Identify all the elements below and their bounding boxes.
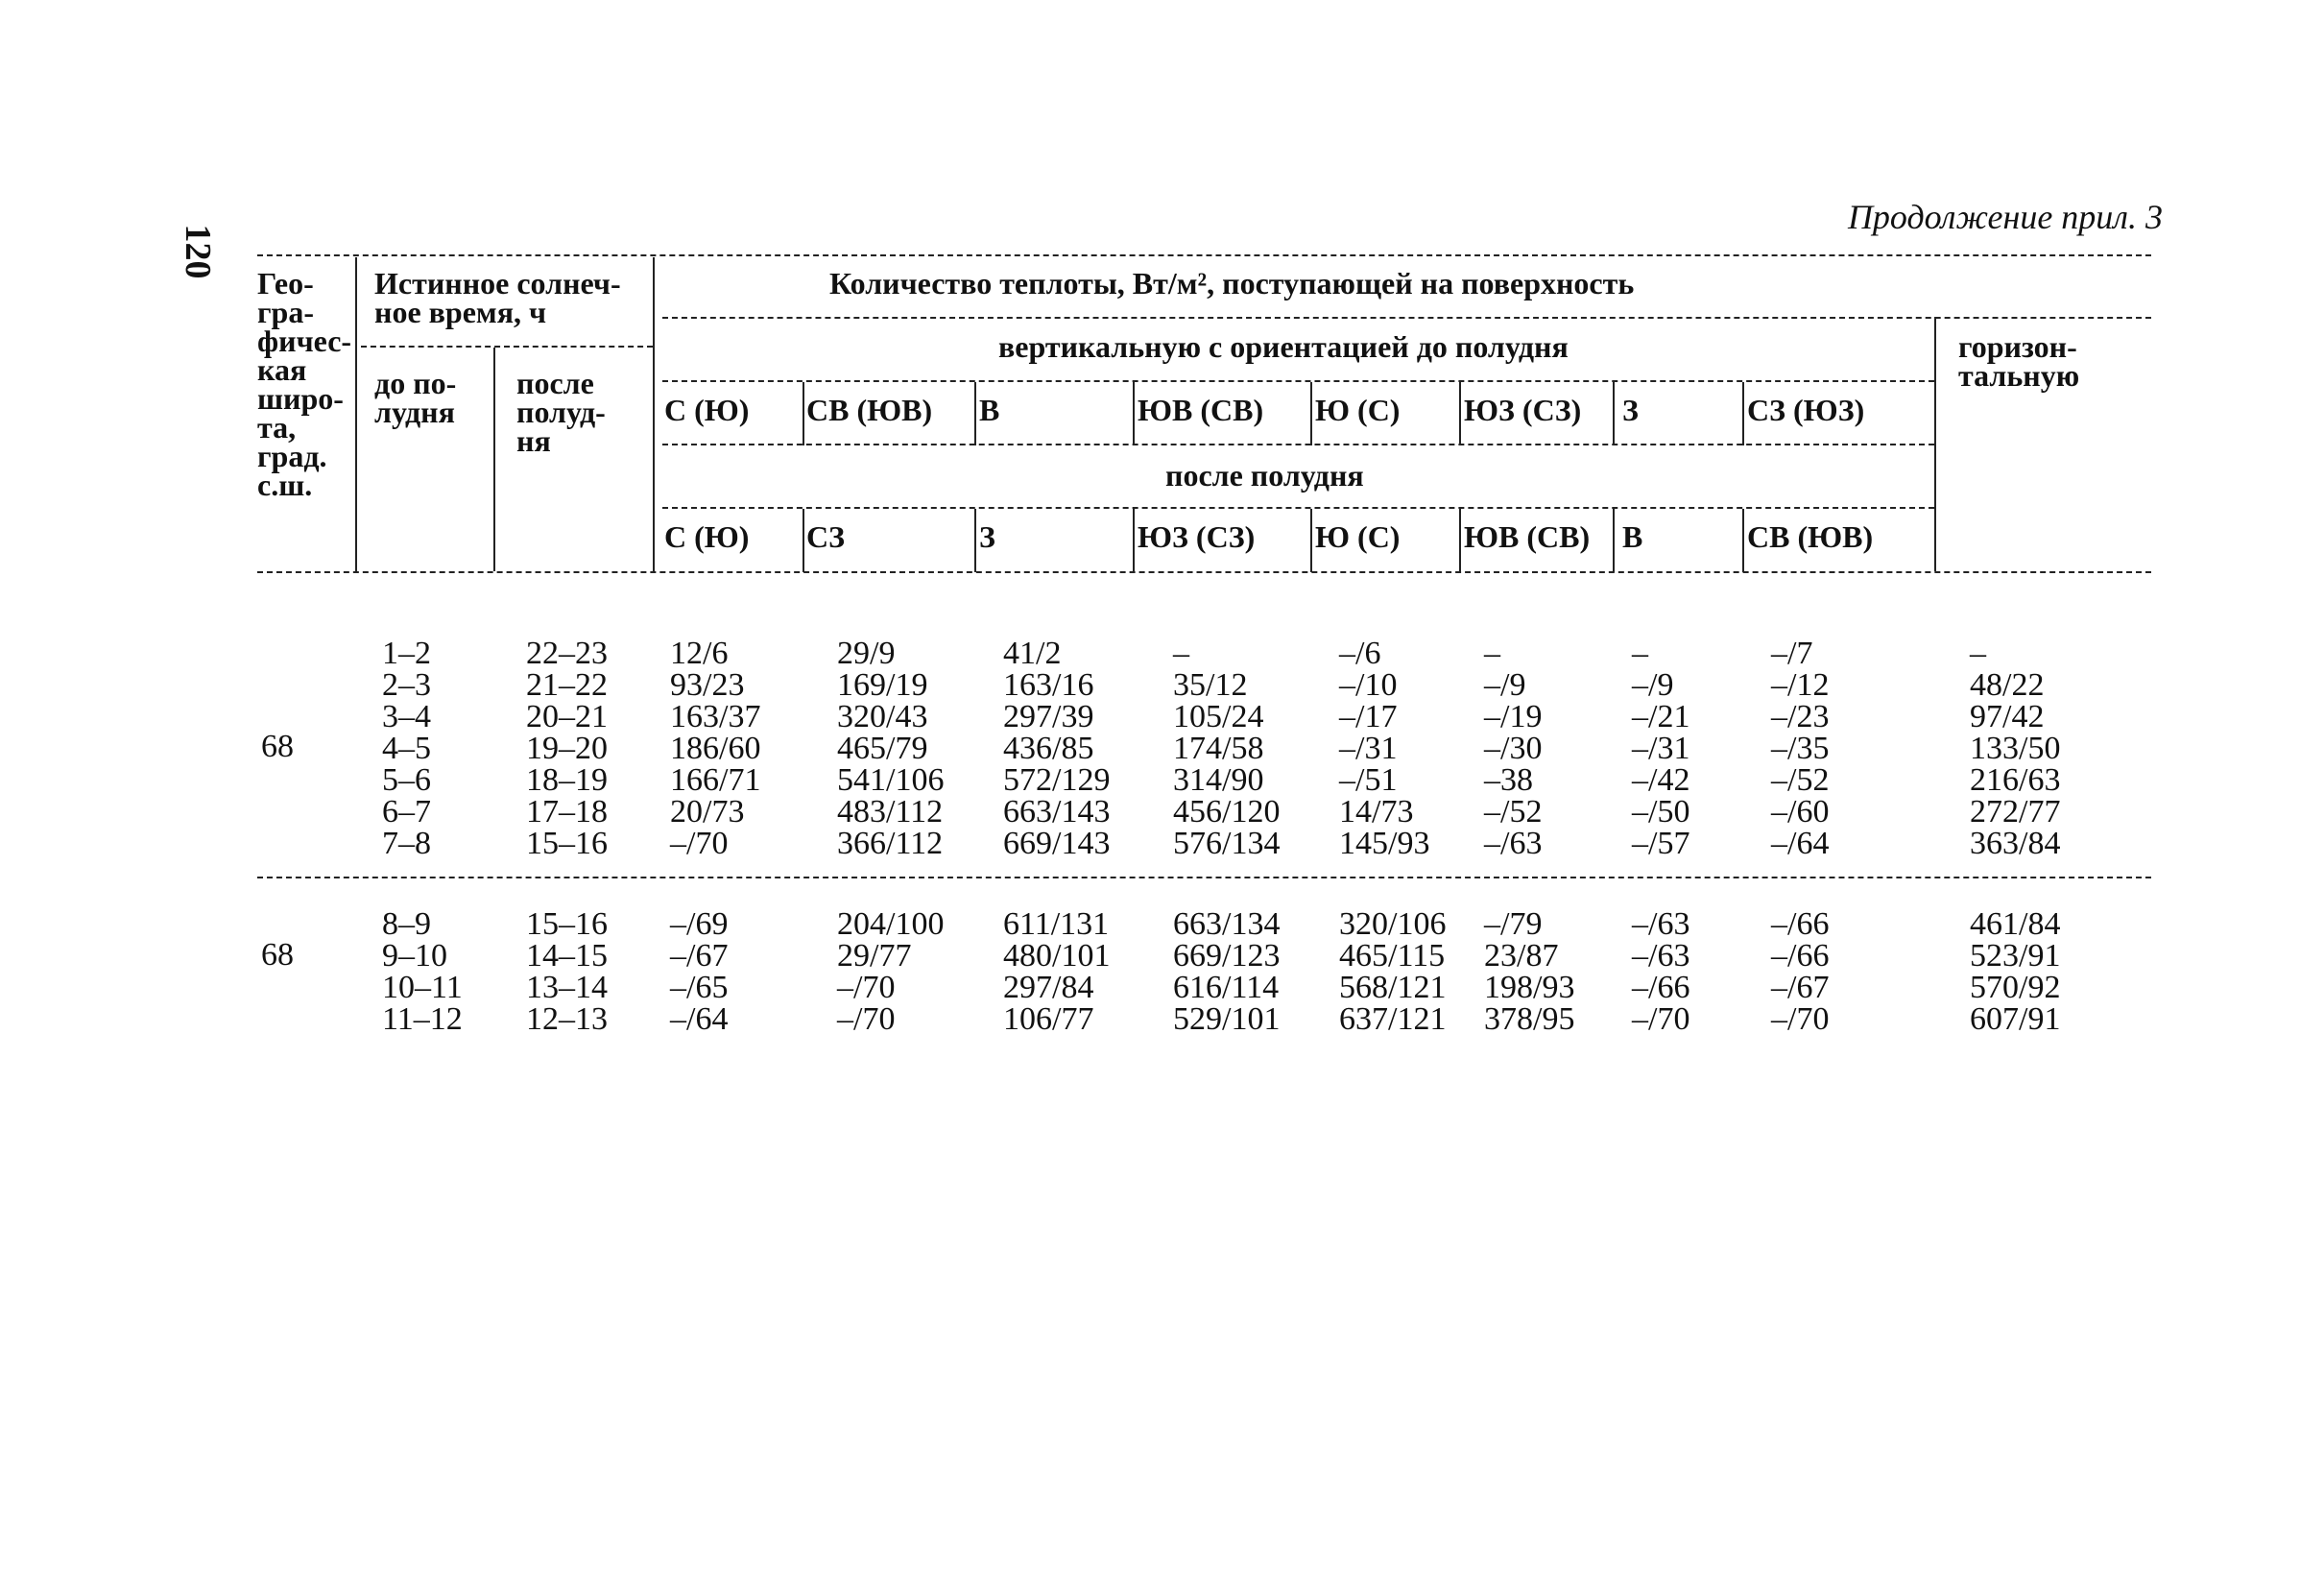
table-column: [1484, 637, 1542, 859]
table-cell: –/70: [837, 1001, 896, 1037]
table-column: [382, 908, 463, 1035]
table-cell: –/64: [1771, 826, 1830, 861]
table-cell: 663/143: [1003, 794, 1111, 830]
table-cell: –/10: [1339, 667, 1398, 703]
table-cell: 163/37: [670, 699, 761, 734]
table-cell: –/7: [1771, 636, 1813, 671]
table-cell: –/9: [1484, 667, 1526, 703]
header-vertical: вертикальную с ориентацией до полудня: [998, 329, 1569, 364]
col-divider-latitude: [355, 257, 357, 571]
header-horizontal: горизон- тальную: [1958, 329, 2080, 393]
table-cell: 97/42: [1970, 699, 2045, 734]
rule-header-bottom: [257, 571, 2151, 573]
table-cell: 10–11: [382, 970, 463, 1005]
table-cell: 145/93: [1339, 826, 1430, 861]
table-cell: 22–23: [526, 636, 608, 671]
orientation-label: СЗ: [806, 519, 845, 554]
table-cell: –/70: [1771, 1001, 1830, 1037]
table-cell: 133/50: [1970, 731, 2061, 766]
table-cell: 314/90: [1173, 762, 1264, 798]
table-cell: 2–3: [382, 667, 431, 703]
table-cell: 6–7: [382, 794, 431, 830]
orientation-label: З: [1622, 393, 1639, 427]
header-before-noon: до по- лудня: [374, 366, 457, 429]
table-cell: –/31: [1632, 731, 1690, 766]
table-cell: 20–21: [526, 699, 608, 734]
table-cell: 607/91: [1970, 1001, 2061, 1037]
header-heat-amount: Количество теплоты, Вт/м², поступающей на поверхность: [829, 266, 1635, 301]
table-cell: –/66: [1771, 938, 1830, 974]
table-cell: 12/6: [670, 636, 729, 671]
table-cell: 483/112: [837, 794, 944, 830]
table-cell: 465/79: [837, 731, 928, 766]
table-cell: 106/77: [1003, 1001, 1094, 1037]
orientation-label: В: [979, 393, 1000, 427]
table-cell: –/63: [1484, 826, 1543, 861]
table-cell: –/65: [670, 970, 729, 1005]
table-cell: –/51: [1339, 762, 1398, 798]
table-cell: 35/12: [1173, 667, 1248, 703]
table-cell: 11–12: [382, 1001, 463, 1037]
table-cell: 93/23: [670, 667, 745, 703]
table-cell: –/66: [1632, 970, 1690, 1005]
table-cell: –/63: [1632, 906, 1690, 942]
group-latitude: 68: [261, 729, 294, 764]
table-cell: –: [1970, 636, 1986, 671]
orientation-label: СЗ (ЮЗ): [1747, 393, 1865, 427]
rule-under-heat-title: [662, 317, 2151, 319]
table-cell: –/52: [1771, 762, 1830, 798]
header-solar-time: Истинное солнеч- ное время, ч: [374, 266, 621, 329]
orientation-label: С (Ю): [664, 519, 750, 554]
orientation-divider: [1742, 382, 1744, 445]
table-cell: 363/84: [1970, 826, 2061, 861]
orientation-divider: [974, 509, 976, 572]
table-cell: 15–16: [526, 906, 608, 942]
table-cell: 8–9: [382, 906, 431, 942]
rule-top: [257, 254, 2151, 256]
table-cell: 17–18: [526, 794, 608, 830]
table-cell: 523/91: [1970, 938, 2061, 974]
table-cell: –/23: [1771, 699, 1830, 734]
table-column: [1173, 908, 1280, 1035]
table-cell: 20/73: [670, 794, 745, 830]
orientation-label: ЮЗ (СЗ): [1464, 393, 1582, 427]
table-cell: 163/16: [1003, 667, 1094, 703]
table-cell: 297/84: [1003, 970, 1094, 1005]
table-cell: –: [1632, 636, 1648, 671]
table-cell: –/35: [1771, 731, 1830, 766]
table-cell: 1–2: [382, 636, 431, 671]
table-cell: –: [1484, 636, 1500, 671]
orientation-divider: [1310, 509, 1312, 572]
table-cell: 204/100: [837, 906, 945, 942]
table-column: [837, 908, 944, 1035]
table-cell: 637/121: [1339, 1001, 1447, 1037]
table-cell: 366/112: [837, 826, 944, 861]
rule-under-solar-time: [361, 346, 653, 348]
table-cell: –/67: [1771, 970, 1830, 1005]
table-cell: 166/71: [670, 762, 761, 798]
table-cell: 4–5: [382, 731, 431, 766]
table-cell: –/12: [1771, 667, 1830, 703]
table-cell: –/64: [670, 1001, 729, 1037]
orientation-divider: [1133, 509, 1135, 572]
table-cell: –/6: [1339, 636, 1381, 671]
table-column: [1173, 637, 1280, 859]
table-cell: –/17: [1339, 699, 1398, 734]
table-cell: –/50: [1632, 794, 1690, 830]
table-cell: 465/115: [1339, 938, 1446, 974]
table-cell: –/67: [670, 938, 729, 974]
table-cell: 13–14: [526, 970, 608, 1005]
table-cell: 105/24: [1173, 699, 1264, 734]
table-column: [670, 637, 760, 859]
table-cell: –: [1173, 636, 1189, 671]
orientation-label: С (Ю): [664, 393, 750, 427]
table-cell: –/31: [1339, 731, 1398, 766]
orientation-label: З: [979, 519, 995, 554]
table-cell: 570/92: [1970, 970, 2061, 1005]
table-column: [1003, 637, 1110, 859]
table-column: [526, 908, 608, 1035]
orientation-divider: [1310, 382, 1312, 445]
orientation-label: СВ (ЮВ): [1747, 519, 1874, 554]
table-cell: –/52: [1484, 794, 1543, 830]
table-column: [1771, 908, 1829, 1035]
table-cell: 29/9: [837, 636, 896, 671]
table-column: [1339, 637, 1429, 859]
table-cell: 529/101: [1173, 1001, 1281, 1037]
table-column: [1970, 908, 2060, 1035]
header-latitude: Гео- гра- фичес- кая широ- та, град. с.ш.: [257, 266, 352, 502]
table-column: [1632, 637, 1689, 859]
table-cell: 5–6: [382, 762, 431, 798]
table-column: [670, 908, 728, 1035]
table-cell: 48/22: [1970, 667, 2045, 703]
table-cell: –/69: [670, 906, 729, 942]
col-divider-before-noon: [493, 348, 495, 571]
table-cell: 669/143: [1003, 826, 1111, 861]
table-cell: 12–13: [526, 1001, 608, 1037]
header-after-noon-label: после полудня: [1165, 458, 1364, 493]
table-cell: –/9: [1632, 667, 1674, 703]
orientation-label: Ю (С): [1315, 393, 1401, 427]
table-column: [1632, 908, 1689, 1035]
table-cell: –/30: [1484, 731, 1543, 766]
table-cell: –38: [1484, 762, 1533, 798]
rule-group-divider: [257, 877, 2151, 878]
table-cell: 216/63: [1970, 762, 2061, 798]
orientation-divider: [1133, 382, 1135, 445]
table-cell: 669/123: [1173, 938, 1281, 974]
table-column: [837, 637, 944, 859]
orientation-divider: [1742, 509, 1744, 572]
header-after-noon: после полуд- ня: [516, 366, 606, 458]
table-cell: 320/43: [837, 699, 928, 734]
table-cell: 41/2: [1003, 636, 1062, 671]
table-cell: 29/77: [837, 938, 912, 974]
table-cell: 174/58: [1173, 731, 1264, 766]
table-cell: 297/39: [1003, 699, 1094, 734]
table-cell: 378/95: [1484, 1001, 1575, 1037]
table-column: [1003, 908, 1110, 1035]
orientation-label: ЮВ (СВ): [1138, 393, 1264, 427]
page-number: 120: [178, 224, 218, 279]
table-cell: 186/60: [670, 731, 761, 766]
table-cell: 436/85: [1003, 731, 1094, 766]
table-cell: –/63: [1632, 938, 1690, 974]
orientation-divider: [1459, 509, 1461, 572]
table-cell: 480/101: [1003, 938, 1111, 974]
table-column: [1771, 637, 1829, 859]
orientation-divider: [974, 382, 976, 445]
table-column: [526, 637, 608, 859]
table-column: [1484, 908, 1574, 1035]
orientation-divider: [1459, 382, 1461, 445]
orientation-label: СВ (ЮВ): [806, 393, 933, 427]
table-cell: 14/73: [1339, 794, 1414, 830]
table-cell: –/70: [670, 826, 729, 861]
table-cell: –/70: [837, 970, 896, 1005]
table-cell: 616/114: [1173, 970, 1280, 1005]
table-cell: 18–19: [526, 762, 608, 798]
table-cell: 568/121: [1339, 970, 1447, 1005]
table-cell: –/19: [1484, 699, 1543, 734]
table-cell: 14–15: [526, 938, 608, 974]
table-column: [382, 637, 431, 859]
table-cell: 21–22: [526, 667, 608, 703]
table-cell: 23/87: [1484, 938, 1559, 974]
orientation-divider: [1613, 509, 1615, 572]
orientation-label: ЮВ (СВ): [1464, 519, 1591, 554]
table-cell: –/70: [1632, 1001, 1690, 1037]
col-divider-solar: [653, 257, 655, 571]
continuation-caption: Продолжение прил. 3: [1847, 198, 2163, 236]
table-cell: 611/131: [1003, 906, 1110, 942]
table-cell: 576/134: [1173, 826, 1281, 861]
table-cell: 572/129: [1003, 762, 1111, 798]
orientation-label: ЮЗ (СЗ): [1138, 519, 1256, 554]
table-cell: 15–16: [526, 826, 608, 861]
table-cell: 541/106: [837, 762, 945, 798]
orientation-label: Ю (С): [1315, 519, 1401, 554]
table-cell: –/42: [1632, 762, 1690, 798]
table-cell: 456/120: [1173, 794, 1281, 830]
table-column: [1970, 637, 2060, 859]
orientation-divider: [803, 382, 804, 445]
table-cell: –/66: [1771, 906, 1830, 942]
table-cell: 169/19: [837, 667, 928, 703]
table-cell: 9–10: [382, 938, 447, 974]
table-cell: –/79: [1484, 906, 1543, 942]
table-cell: 198/93: [1484, 970, 1575, 1005]
orientation-divider: [1613, 382, 1615, 445]
orientation-label: В: [1622, 519, 1643, 554]
table-cell: –/57: [1632, 826, 1690, 861]
orientation-divider: [803, 509, 804, 572]
table-cell: 7–8: [382, 826, 431, 861]
table-cell: 3–4: [382, 699, 431, 734]
table-cell: 320/106: [1339, 906, 1447, 942]
group-latitude: 68: [261, 937, 294, 973]
table-cell: –/60: [1771, 794, 1830, 830]
col-divider-horizontal: [1934, 317, 1936, 571]
table-cell: 663/134: [1173, 906, 1281, 942]
table-cell: 461/84: [1970, 906, 2061, 942]
table-cell: –/21: [1632, 699, 1690, 734]
table-cell: 272/77: [1970, 794, 2061, 830]
table-cell: 19–20: [526, 731, 608, 766]
table-column: [1339, 908, 1446, 1035]
